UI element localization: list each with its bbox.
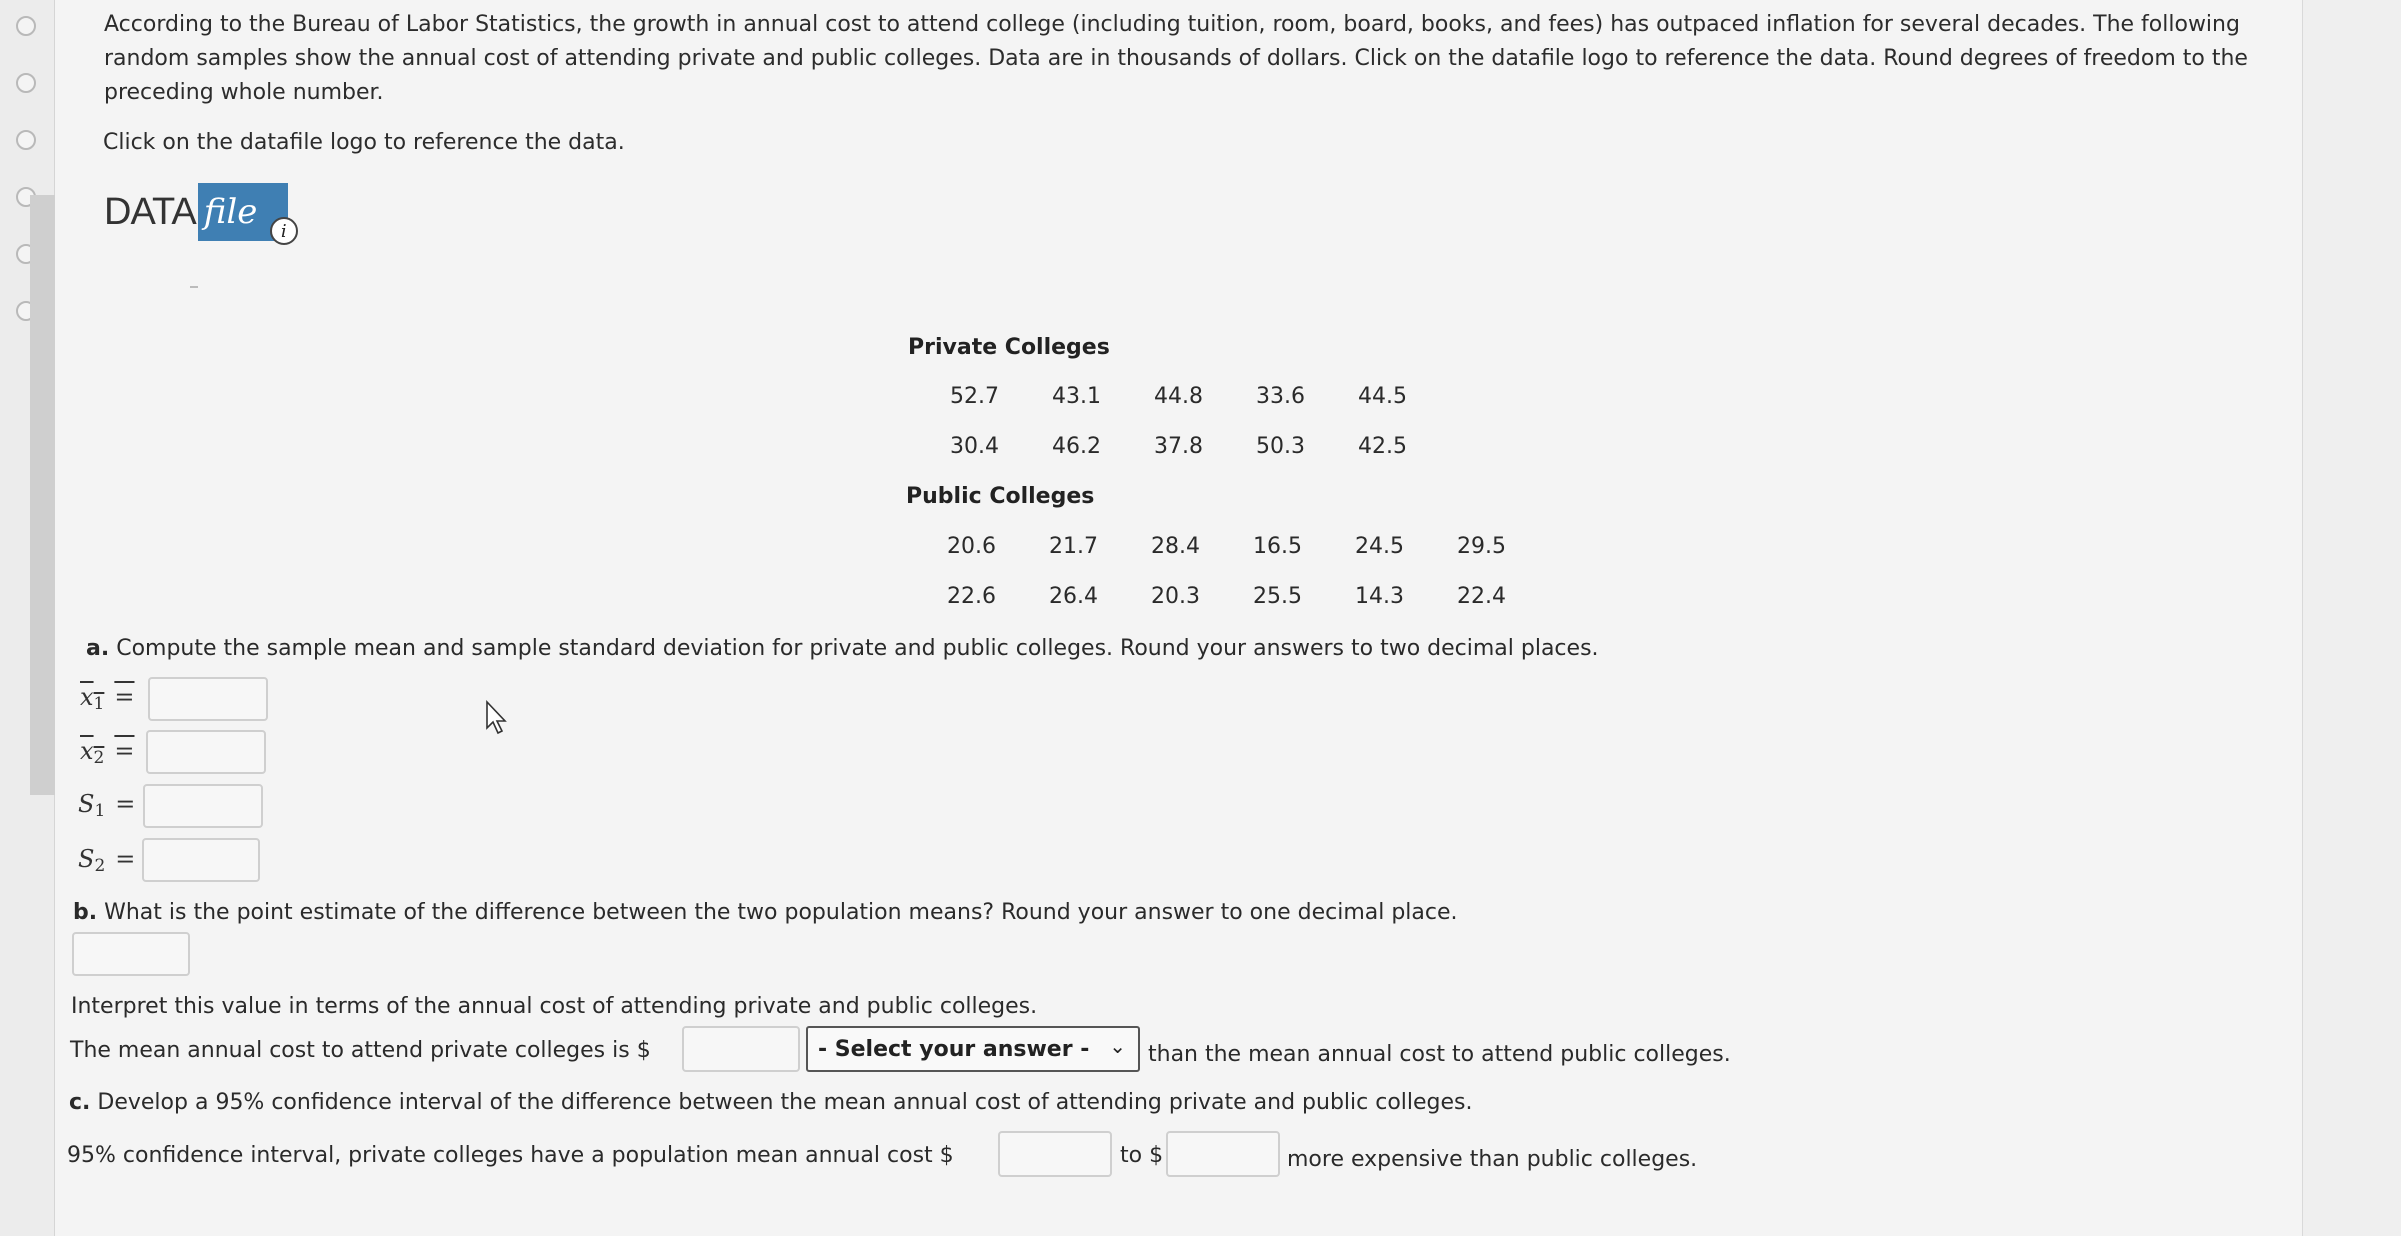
- x1-equals: =: [114, 683, 135, 711]
- right-margin: [2302, 0, 2401, 1236]
- s2-input[interactable]: [142, 838, 260, 882]
- ci-upper-input[interactable]: [1166, 1131, 1280, 1177]
- interpret-prompt: Interpret this value in terms of the annual cost of attending private and public colleges.: [71, 994, 1038, 1019]
- public-row-2: [947, 584, 1559, 609]
- s2-subscript: 2: [94, 856, 106, 876]
- x2-input[interactable]: [146, 730, 266, 774]
- private-row-2: [950, 434, 1460, 459]
- data-cell: 28.4: [1151, 534, 1200, 559]
- scroll-track: [30, 195, 58, 795]
- problem-statement: According to the Bureau of Labor Statistics, the growth in annual cost to attend college (including tuition, room, board, books, and fees) has outpaced inflation for several decades. The following random samples show the annual cost of attending private and public colleges. Data are in thousands of dollars. Click on the datafile logo to reference the data. Round degrees of freedom to the preceding whole number.: [104, 12, 2248, 105]
- data-cell: 50.3: [1256, 434, 1305, 459]
- data-cell: 30.4: [950, 434, 999, 459]
- data-cell: 52.7: [950, 384, 999, 409]
- divider-mark: [190, 286, 198, 288]
- x2-symbol: x: [80, 737, 94, 765]
- s1-symbol: S: [78, 790, 95, 818]
- x1-label: [80, 683, 134, 714]
- ci-lower-input[interactable]: [998, 1131, 1112, 1177]
- part-c-question: [69, 1090, 1473, 1115]
- x2-equals: =: [114, 737, 135, 765]
- datafile-box-text: file: [203, 192, 258, 232]
- s2-equals: =: [115, 845, 136, 873]
- data-cell: 29.5: [1457, 534, 1506, 559]
- data-cell: 42.5: [1358, 434, 1407, 459]
- s2-symbol: S: [78, 845, 95, 873]
- data-cell: 33.6: [1256, 384, 1305, 409]
- part-b-text: What is the point estimate of the difference between the two population means? Round your answer to one decimal place.: [104, 900, 1458, 925]
- s1-subscript: 1: [94, 801, 106, 821]
- comparison-select[interactable]: [806, 1026, 1140, 1072]
- data-cell: 43.1: [1052, 384, 1101, 409]
- part-a-question: [86, 636, 1599, 661]
- ci-sentence-prefix: 95% confidence interval, private colleges have a population mean annual cost $: [67, 1143, 954, 1168]
- data-cell: 21.7: [1049, 534, 1098, 559]
- part-a-letter: a.: [86, 636, 110, 661]
- x1-input[interactable]: [148, 677, 268, 721]
- part-a-text: Compute the sample mean and sample standard deviation for private and public colleges. Round your answers to two decimal places.: [116, 636, 1599, 661]
- data-cell: 24.5: [1355, 534, 1404, 559]
- x1-symbol: x: [80, 683, 94, 711]
- part-c-text: Develop a 95% confidence interval of the difference between the mean annual cost of attending private and public colleges.: [97, 1090, 1473, 1115]
- s1-input[interactable]: [143, 784, 263, 828]
- select-value: - Select your answer -: [818, 1036, 1090, 1062]
- x2-label: [80, 737, 134, 768]
- data-cell: 14.3: [1355, 584, 1404, 609]
- mean-sentence-suffix: than the mean annual cost to attend public colleges.: [1148, 1042, 1731, 1067]
- s1-equals: =: [115, 790, 136, 818]
- datafile-instruction: Click on the datafile logo to reference the data.: [103, 130, 625, 155]
- data-cell: 44.5: [1358, 384, 1407, 409]
- ci-sentence-middle: to $: [1120, 1143, 1164, 1168]
- data-cell: 20.3: [1151, 584, 1200, 609]
- data-cell: 22.4: [1457, 584, 1506, 609]
- datafile-logo[interactable]: [104, 182, 288, 242]
- data-cell: 22.6: [947, 584, 996, 609]
- part-b-question: [73, 900, 1458, 925]
- part-b-letter: b.: [73, 900, 98, 925]
- private-colleges-heading: Private Colleges: [908, 335, 1110, 360]
- s1-label: [78, 790, 135, 821]
- question-nav-dot[interactable]: [16, 16, 36, 36]
- public-colleges-heading: Public Colleges: [906, 484, 1095, 509]
- private-row-1: [950, 384, 1460, 409]
- data-cell: 16.5: [1253, 534, 1302, 559]
- point-estimate-input[interactable]: [72, 932, 190, 976]
- mean-diff-input[interactable]: [682, 1026, 800, 1072]
- mouse-pointer-icon: [485, 700, 509, 736]
- data-cell: 26.4: [1049, 584, 1098, 609]
- x1-subscript: 1: [93, 694, 105, 714]
- part-c-letter: c.: [69, 1090, 91, 1115]
- data-cell: 37.8: [1154, 434, 1203, 459]
- datafile-box: [198, 183, 288, 241]
- ci-sentence-suffix: more expensive than public colleges.: [1287, 1147, 1698, 1172]
- question-nav-dot[interactable]: [16, 130, 36, 150]
- data-cell: 20.6: [947, 534, 996, 559]
- public-row-1: [947, 534, 1559, 559]
- mean-sentence-prefix: The mean annual cost to attend private colleges is $: [70, 1038, 651, 1063]
- chevron-down-icon: ⌄: [1109, 1034, 1126, 1058]
- data-cell: 46.2: [1052, 434, 1101, 459]
- data-cell: 25.5: [1253, 584, 1302, 609]
- info-icon: i: [270, 217, 298, 245]
- s2-label: [78, 845, 135, 876]
- question-nav-dot[interactable]: [16, 73, 36, 93]
- datafile-label: DATA: [104, 190, 196, 233]
- x2-subscript: 2: [93, 748, 105, 768]
- data-cell: 44.8: [1154, 384, 1203, 409]
